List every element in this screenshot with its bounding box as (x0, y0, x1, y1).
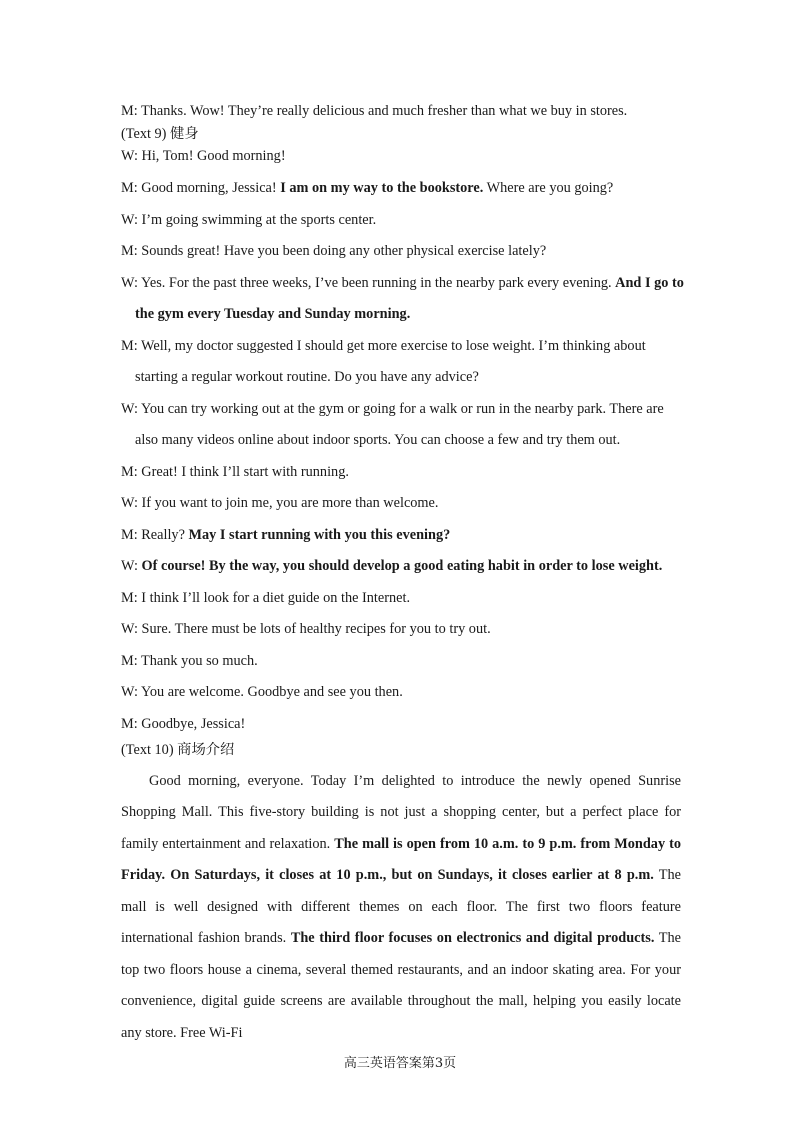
dialogue-line: W: Yes. For the past three weeks, I’ve been running in the nearby park every evening. And I go to (121, 274, 684, 291)
dialogue-line-continued: also many videos online about indoor sports. You can choose a few and try them out. (135, 432, 621, 448)
dialogue-line: W: Of course! By the way, you should develop a good eating habit in order to lose weight. (121, 558, 663, 574)
mall-introduction-paragraph: Good morning, everyone. Today I’m delighted to introduce the newly opened Sunrise Shopping Mall. This five-story building is not just a shopping center, but a perfect place for family entertainment and relaxation. The mall is open from 10 a.m. to 9 p.m. from Monday to Friday. On Saturdays, it closes at 10 p.m., but on Sundays, it closes earlier at 8 p.m. The mall is well designed with different themes on each floor. The first two floors feature international fashion brands. The third floor focuses on electronics and digital products. The top two floors house a cinema, several themed restaurants, and an indoor skating area. For your convenience, digital guide screens are available throughout the mall, helping you easily locate any store. Free Wi-Fi (121, 772, 681, 1041)
dialogue-line: W: Sure. There must be lots of healthy recipes for you to try out. (121, 621, 491, 637)
dialogue-line: M: Well, my doctor suggested I should get more exercise to lose weight. I’m thinking about (121, 337, 646, 354)
dialogue-line: W: You are welcome. Goodbye and see you then. (121, 684, 403, 700)
dialogue-line: M: Thanks. Wow! They’re really delicious and much fresher than what we buy in stores. (121, 103, 628, 119)
dialogue-line-continued: starting a regular workout routine. Do you have any advice? (135, 369, 479, 385)
dialogue-line: W: You can try working out at the gym or going for a walk or run in the nearby park. There are (121, 400, 664, 417)
dialogue-line: W: I’m going swimming at the sports center. (121, 211, 377, 228)
dialogue-line: M: Really? May I start running with you this evening? (121, 526, 451, 543)
dialogue-line: M: Goodbye, Jessica! (121, 715, 246, 732)
dialogue-line: M: Great! I think I’ll start with running. (121, 463, 349, 480)
dialogue-line: M: Sounds great! Have you been doing any other physical exercise lately? (121, 243, 547, 259)
transcript-content (121, 101, 684, 1049)
page-footer: 高三英语答案第3页 (343, 1056, 457, 1071)
dialogue-line: M: I think I’ll look for a diet guide on the Internet. (121, 589, 411, 606)
dialogue-line: W: If you want to join me, you are more than welcome. (121, 495, 439, 511)
section-heading-text10: (Text 10) 商场介绍 (121, 741, 235, 758)
dialogue-line: M: Thank you so much. (121, 652, 258, 669)
dialogue-line: W: Hi, Tom! Good morning! (121, 148, 286, 164)
dialogue-line-continued: the gym every Tuesday and Sunday morning. (135, 306, 411, 322)
section-heading-text9: (Text 9) 健身 (121, 126, 199, 142)
dialogue-line: M: Good morning, Jessica! I am on my way to the bookstore. Where are you going? (121, 180, 614, 196)
